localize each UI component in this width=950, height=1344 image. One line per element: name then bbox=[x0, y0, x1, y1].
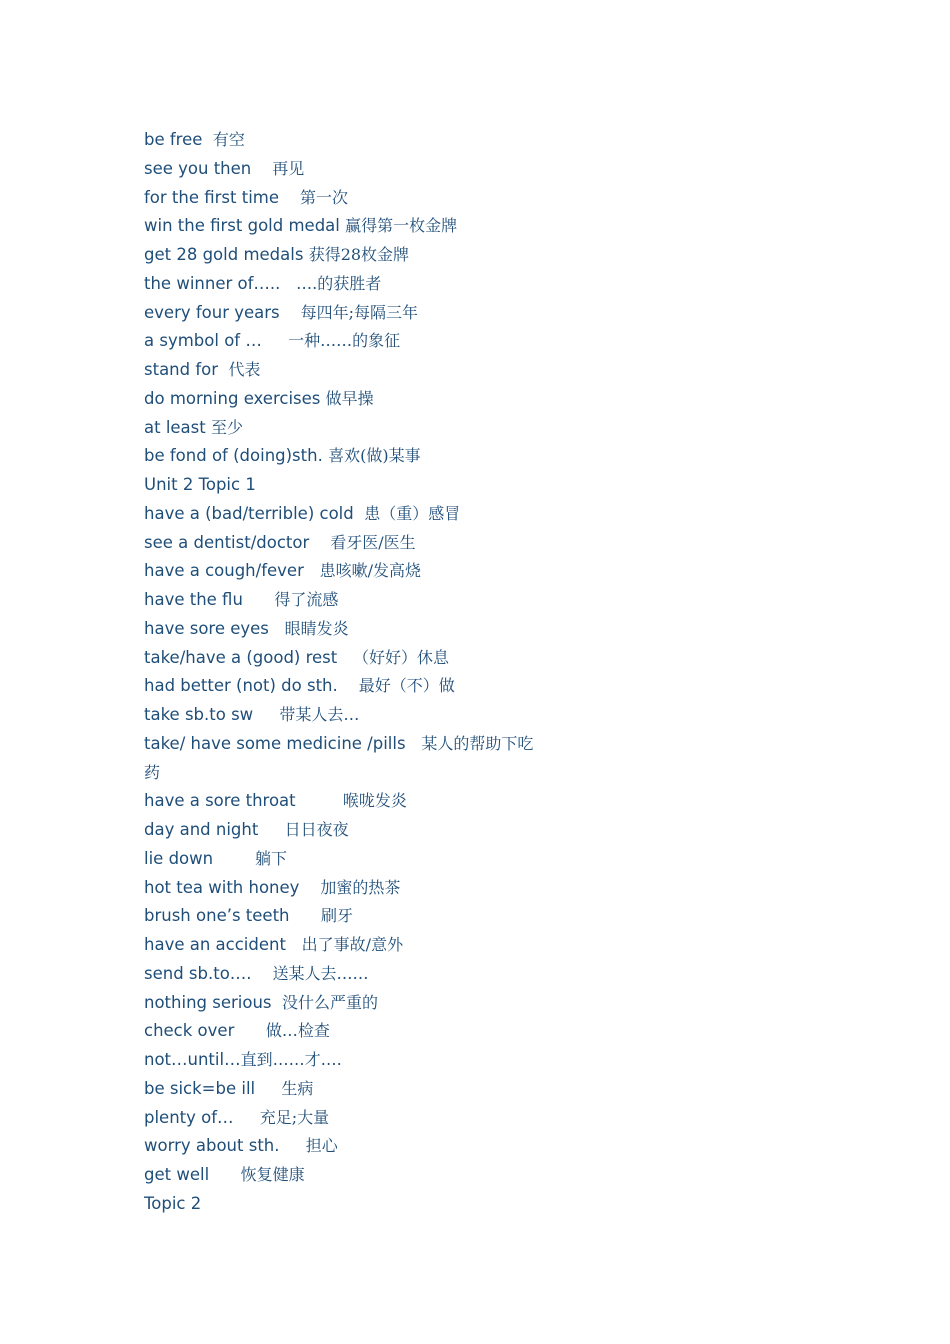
vocab-line bbox=[144, 989, 904, 1018]
chinese-meaning: 刷牙 bbox=[320, 906, 353, 926]
english-phrase: take/have a (good) rest bbox=[144, 647, 353, 667]
chinese-meaning: 送某人去…… bbox=[272, 963, 369, 983]
english-phrase: day and night bbox=[144, 820, 285, 839]
english-phrase: have the flu bbox=[144, 590, 275, 609]
chinese-meaning: 日日夜夜 bbox=[284, 820, 349, 839]
vocab-line bbox=[144, 356, 904, 385]
english-phrase: stand for bbox=[144, 360, 229, 379]
vocab-line bbox=[144, 184, 904, 213]
vocab-line bbox=[144, 615, 904, 644]
vocab-line bbox=[144, 931, 904, 960]
english-phrase: have a cough/fever bbox=[144, 561, 320, 581]
english-phrase: do morning exercises bbox=[144, 388, 326, 408]
english-phrase: have an accident bbox=[144, 935, 302, 954]
english-phrase: had better (not) do sth. bbox=[144, 676, 359, 696]
english-phrase: be sick=be ill bbox=[144, 1078, 282, 1098]
vocab-line bbox=[144, 155, 904, 184]
vocab-line bbox=[144, 845, 904, 874]
english-phrase: see a dentist/doctor bbox=[144, 532, 331, 552]
vocab-line bbox=[144, 586, 904, 615]
vocab-line bbox=[144, 672, 904, 701]
english-phrase: get 28 gold medals bbox=[144, 245, 309, 264]
vocab-line bbox=[144, 442, 904, 471]
chinese-meaning: 做…检查 bbox=[265, 1021, 330, 1041]
english-phrase: hot tea with honey bbox=[144, 877, 321, 897]
chinese-meaning: 担心 bbox=[305, 1136, 338, 1156]
english-phrase: Topic 2 bbox=[144, 1193, 202, 1213]
vocab-line bbox=[144, 902, 904, 931]
english-phrase: Unit 2 Topic 1 bbox=[144, 475, 256, 494]
chinese-meaning: 至少 bbox=[210, 417, 243, 437]
english-phrase: be fond of (doing)sth. bbox=[144, 446, 329, 466]
chinese-meaning: 患（重）感冒 bbox=[364, 503, 461, 523]
chinese-meaning: 有空 bbox=[212, 130, 245, 149]
vocab-line bbox=[144, 1017, 904, 1046]
vocab-line bbox=[144, 1190, 904, 1219]
chinese-meaning: 一种……的象征 bbox=[288, 331, 401, 351]
english-phrase: the winner of….. bbox=[144, 273, 297, 293]
english-phrase: see you then bbox=[144, 158, 273, 178]
english-phrase: be free bbox=[144, 130, 213, 149]
english-phrase: at least bbox=[144, 417, 211, 437]
chinese-meaning: 赢得第一枚金牌 bbox=[345, 216, 458, 236]
chinese-meaning: 直到……才…. bbox=[240, 1050, 342, 1069]
chinese-meaning: 再见 bbox=[272, 158, 305, 178]
vocab-line bbox=[144, 557, 904, 586]
english-phrase: get well bbox=[144, 1165, 241, 1184]
chinese-meaning: 喜欢(做)某事 bbox=[328, 446, 421, 466]
vocab-line bbox=[144, 1104, 904, 1133]
vocab-line bbox=[144, 874, 904, 903]
english-phrase: have a sore throat bbox=[144, 791, 343, 811]
vocab-line bbox=[144, 385, 904, 414]
vocab-line bbox=[144, 644, 904, 673]
chinese-meaning: （好好）休息 bbox=[352, 647, 449, 667]
chinese-meaning: 每四年;每隔三年 bbox=[300, 302, 419, 322]
chinese-meaning: 做早操 bbox=[325, 388, 374, 408]
vocab-line bbox=[144, 960, 904, 989]
english-phrase: have a (bad/terrible) cold bbox=[144, 503, 365, 523]
vocab-line bbox=[144, 471, 904, 500]
chinese-meaning: 带某人去… bbox=[279, 705, 360, 724]
vocab-line bbox=[144, 327, 904, 356]
english-phrase: take sb.to sw bbox=[144, 705, 280, 724]
chinese-meaning: 没什么严重的 bbox=[282, 992, 379, 1012]
chinese-meaning: 代表 bbox=[228, 360, 261, 379]
chinese-meaning: 充足;大量 bbox=[259, 1107, 330, 1127]
chinese-meaning: 最好（不）做 bbox=[358, 676, 455, 696]
english-phrase: worry about sth. bbox=[144, 1136, 306, 1156]
english-phrase: every four years bbox=[144, 302, 301, 322]
chinese-meaning: 某人的帮助下吃药 bbox=[144, 733, 534, 782]
english-phrase: send sb.to…. bbox=[144, 963, 273, 983]
vocab-line bbox=[144, 270, 904, 299]
english-phrase: lie down bbox=[144, 848, 256, 868]
english-phrase: not…until… bbox=[144, 1050, 241, 1069]
vocab-line bbox=[144, 500, 904, 529]
vocab-line bbox=[144, 126, 904, 155]
vocab-line bbox=[144, 299, 904, 328]
chinese-meaning: 眼睛发炎 bbox=[284, 618, 349, 638]
chinese-meaning: ….的获胜者 bbox=[296, 273, 382, 293]
vocab-line bbox=[144, 241, 904, 270]
vocab-line bbox=[144, 1161, 904, 1190]
vocab-line bbox=[144, 212, 904, 241]
chinese-meaning: 加蜜的热茶 bbox=[320, 877, 401, 897]
vocab-line bbox=[144, 529, 904, 558]
vocabulary-list bbox=[144, 126, 904, 1219]
chinese-meaning: 恢复健康 bbox=[240, 1165, 305, 1184]
vocab-line bbox=[144, 816, 904, 845]
english-phrase: for the first time bbox=[144, 187, 301, 207]
english-phrase: have sore eyes bbox=[144, 618, 285, 638]
chinese-meaning: 看牙医/医生 bbox=[330, 532, 416, 552]
chinese-meaning: 躺下 bbox=[255, 848, 288, 868]
vocab-line bbox=[144, 787, 904, 816]
chinese-meaning: 患咳嗽/发高烧 bbox=[319, 561, 422, 581]
english-phrase: win the first gold medal bbox=[144, 216, 346, 236]
english-phrase: plenty of… bbox=[144, 1107, 260, 1127]
english-phrase: check over bbox=[144, 1021, 266, 1041]
chinese-meaning: 出了事故/意外 bbox=[301, 935, 404, 954]
chinese-meaning: 喉咙发炎 bbox=[342, 791, 407, 811]
english-phrase: nothing serious bbox=[144, 992, 282, 1012]
chinese-meaning: 得了流感 bbox=[274, 590, 339, 609]
vocab-line bbox=[144, 701, 904, 730]
english-phrase: a symbol of … bbox=[144, 331, 289, 351]
english-phrase: brush one’s teeth bbox=[144, 906, 321, 926]
vocab-line bbox=[144, 1132, 904, 1161]
chinese-meaning: 生病 bbox=[281, 1078, 314, 1098]
vocab-line bbox=[144, 414, 904, 443]
english-phrase: take/ have some medicine /pills bbox=[144, 733, 422, 753]
chinese-meaning: 第一次 bbox=[300, 187, 349, 207]
vocab-line bbox=[144, 1075, 904, 1104]
vocab-line bbox=[144, 1046, 904, 1075]
vocab-line bbox=[144, 730, 544, 788]
chinese-meaning: 获得28枚金牌 bbox=[308, 245, 410, 264]
